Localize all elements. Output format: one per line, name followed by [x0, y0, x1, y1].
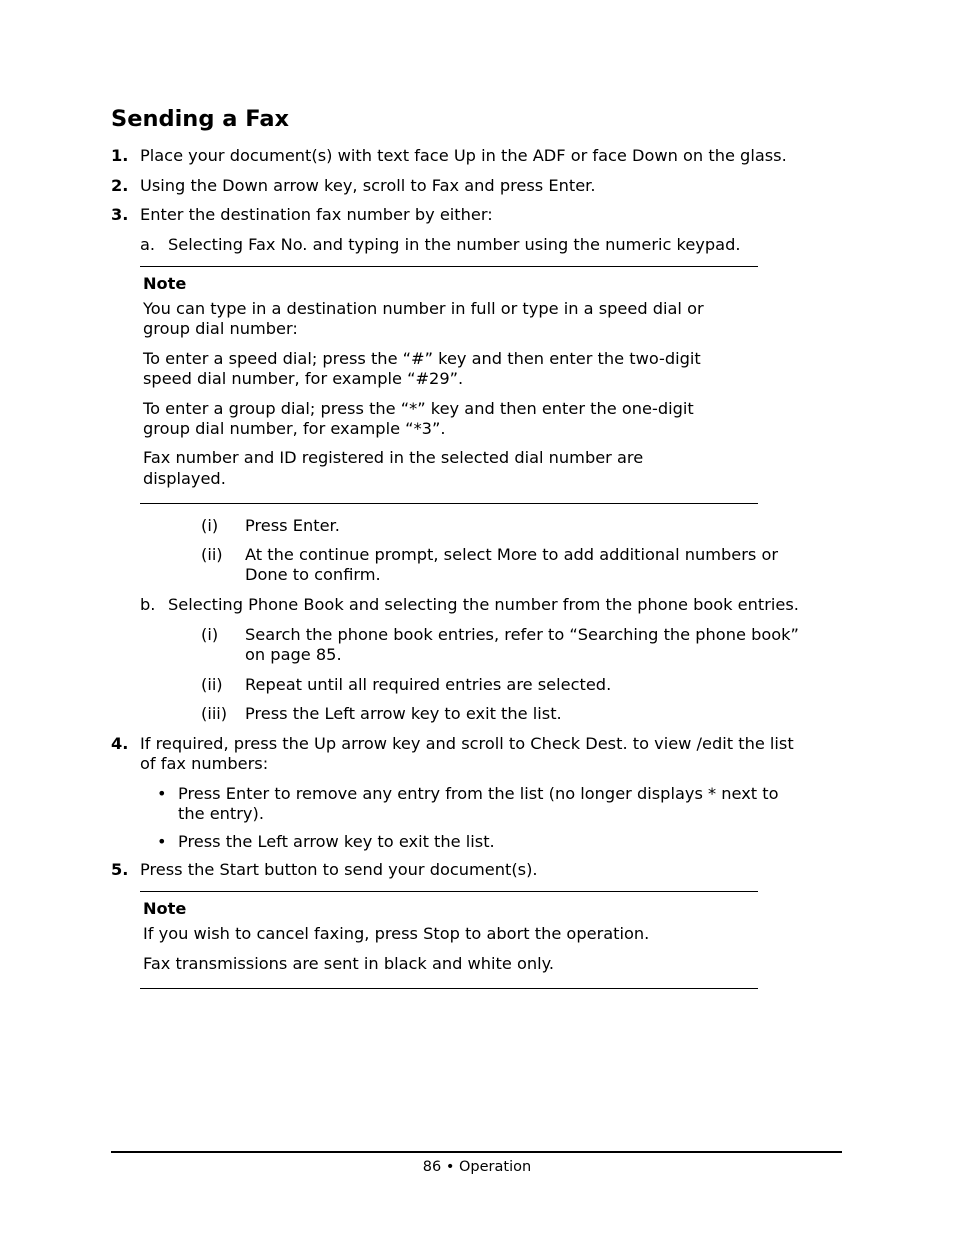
- item-label: (i): [201, 625, 219, 644]
- note-text: To enter a group dial; press the “*” key and then enter the one-digit: [143, 399, 694, 418]
- item-text: Search the phone book entries, refer to “Searching the phone book”: [245, 625, 799, 644]
- note-text: group dial number:: [143, 319, 298, 338]
- item-text: on page 85.: [245, 645, 342, 664]
- note-heading: Note: [143, 274, 187, 293]
- step-number: 2.: [111, 176, 129, 195]
- note-text: You can type in a destination number in full or type in a speed dial or: [143, 299, 704, 318]
- step-text: Press the Start button to send your document(s).: [140, 860, 538, 879]
- note-top-rule: [140, 891, 758, 892]
- note-heading: Note: [143, 899, 187, 918]
- step-number: 3.: [111, 205, 129, 224]
- item-text: Done to confirm.: [245, 565, 381, 584]
- note-text: If you wish to cancel faxing, press Stop to abort the operation.: [143, 924, 650, 943]
- step-text: Place your document(s) with text face Up in the ADF or face Down on the glass.: [140, 146, 787, 165]
- bullet-text: Press the Left arrow key to exit the list.: [178, 832, 495, 851]
- page-title: Sending a Fax: [111, 106, 290, 132]
- step-number: 1.: [111, 146, 129, 165]
- footer-rule: [111, 1151, 842, 1153]
- note-text: group dial number, for example “*3”.: [143, 419, 446, 438]
- sub-step-label: b.: [140, 595, 156, 614]
- item-label: (ii): [201, 675, 223, 694]
- item-label: (iii): [201, 704, 228, 723]
- note-text: Fax transmissions are sent in black and white only.: [143, 954, 555, 973]
- bullet-text: Press Enter to remove any entry from the list (no longer displays * next to: [178, 784, 779, 803]
- item-text: Press the Left arrow key to exit the list.: [245, 704, 562, 723]
- sub-step-label: a.: [140, 235, 156, 254]
- note-top-rule: [140, 266, 758, 267]
- note-bottom-rule: [140, 503, 758, 504]
- bullet-icon: •: [157, 832, 167, 851]
- step-text: Enter the destination fax number by either:: [140, 205, 493, 224]
- step-number: 5.: [111, 860, 129, 879]
- step-text: If required, press the Up arrow key and scroll to Check Dest. to view /edit the list: [140, 734, 794, 753]
- step-text: of fax numbers:: [140, 754, 269, 773]
- sub-step-text: Selecting Fax No. and typing in the number using the numeric keypad.: [168, 235, 741, 254]
- note-text: displayed.: [143, 469, 226, 488]
- item-text: Press Enter.: [245, 516, 340, 535]
- item-label: (i): [201, 516, 219, 535]
- step-number: 4.: [111, 734, 129, 753]
- item-text: Repeat until all required entries are selected.: [245, 675, 612, 694]
- item-label: (ii): [201, 545, 223, 564]
- bullet-text: the entry).: [178, 804, 264, 823]
- note-text: To enter a speed dial; press the “#” key and then enter the two-digit: [143, 349, 701, 368]
- note-text: Fax number and ID registered in the selected dial number are: [143, 448, 644, 467]
- page-footer: 86 • Operation: [422, 1159, 532, 1175]
- bullet-icon: •: [157, 784, 167, 803]
- note-text: speed dial number, for example “#29”.: [143, 369, 464, 388]
- sub-step-text: Selecting Phone Book and selecting the number from the phone book entries.: [168, 595, 799, 614]
- step-text: Using the Down arrow key, scroll to Fax and press Enter.: [140, 176, 596, 195]
- note-bottom-rule: [140, 988, 758, 989]
- item-text: At the continue prompt, select More to add additional numbers or: [245, 545, 779, 564]
